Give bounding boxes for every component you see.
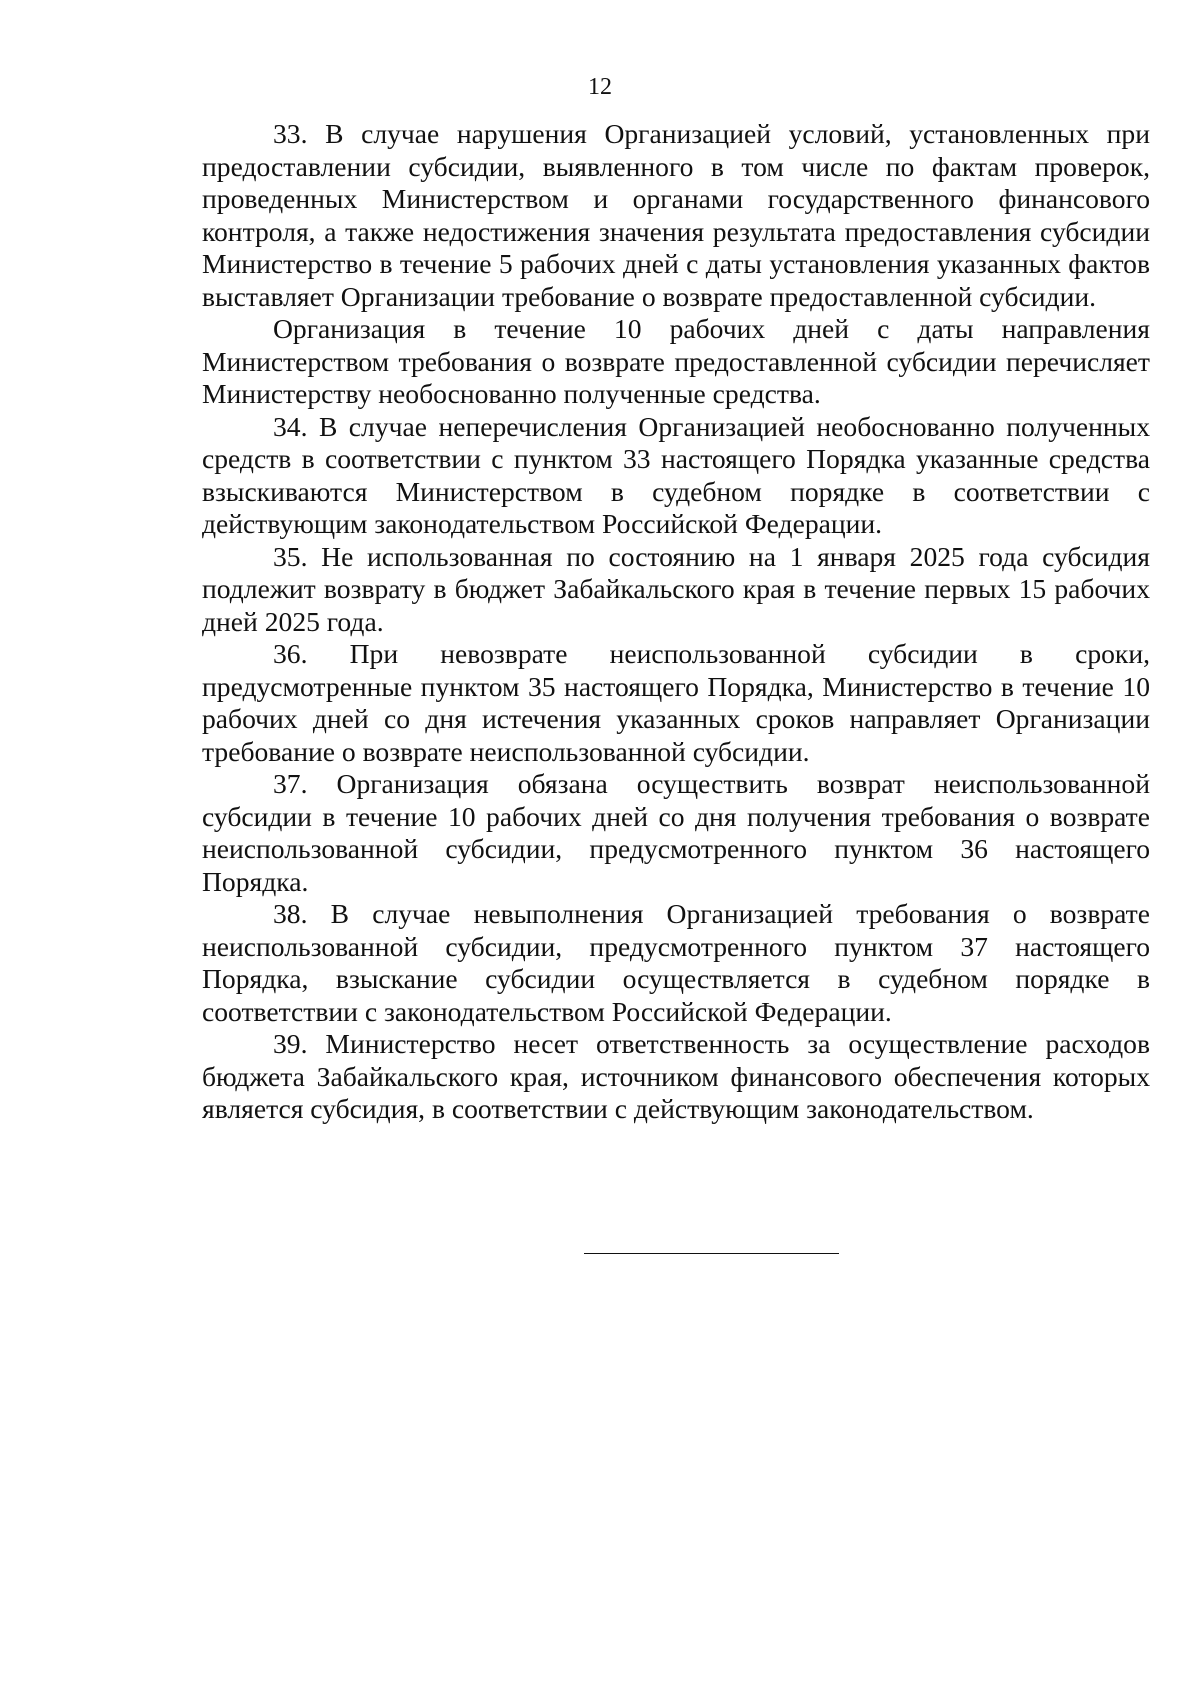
paragraph-36: 36. При невозврате неиспользованной субсидии в сроки, предусмотренные пунктом 35 настоящего Порядка, Министерство в течение 10 рабочих дней со дня истечения указанных сроков направляет Организации требование о возврате неиспользованной субсидии. bbox=[202, 638, 1150, 767]
paragraph-35: 35. Не использованная по состоянию на 1 января 2025 года субсидия подлежит возврату в бюджет Забайкальского края в течение первых 15 рабочих дней 2025 года. bbox=[202, 540, 1150, 637]
paragraph-33: 33. В случае нарушения Организацией условий, установленных при предоставлении субсидии, выявленного в том числе по фактам проверок, проведенных Министерством и органами государственного финансового контроля, а также недостижения значения результата предоставления субсидии Министерство в течение 5 рабочих дней с даты установления указанных фактов выставляет Организации требование о возврате предоставленной субсидии. bbox=[202, 118, 1150, 312]
paragraph-34: 34. В случае неперечисления Организацией необоснованно полученных средств в соответствии с пунктом 33 настоящего Порядка указанные средства взыскиваются Министерством в судебном порядке в соответствии с действующим законодательством Российской Федерации. bbox=[202, 410, 1150, 539]
paragraph-37: 37. Организация обязана осуществить возврат неиспользованной субсидии в течение 10 рабочих дней со дня получения требования о возврате неиспользованной субсидии, предусмотренного пунктом 36 настоящего Порядка. bbox=[202, 768, 1150, 897]
paragraph-39: 39. Министерство несет ответственность за осуществление расходов бюджета Забайкальского края, источником финансового обеспечения которых является субсидия, в соответствии с действующим законодательством. bbox=[202, 1028, 1150, 1124]
closing-divider bbox=[584, 1253, 839, 1254]
paragraph-38: 38. В случае невыполнения Организацией требования о возврате неиспользованной субсидии, предусмотренного пунктом 37 настоящего Порядка, взыскание субсидии осуществляется в судебном порядке в соответствии с законодательством Российской Федерации. bbox=[202, 898, 1150, 1027]
page-number: 12 bbox=[588, 74, 612, 100]
paragraph-33-refund: Организация в течение 10 рабочих дней с даты направления Министерством требования о возврате предоставленной субсидии перечисляет Министерству необоснованно полученные средства. bbox=[202, 313, 1150, 409]
document-body bbox=[202, 118, 1150, 1126]
